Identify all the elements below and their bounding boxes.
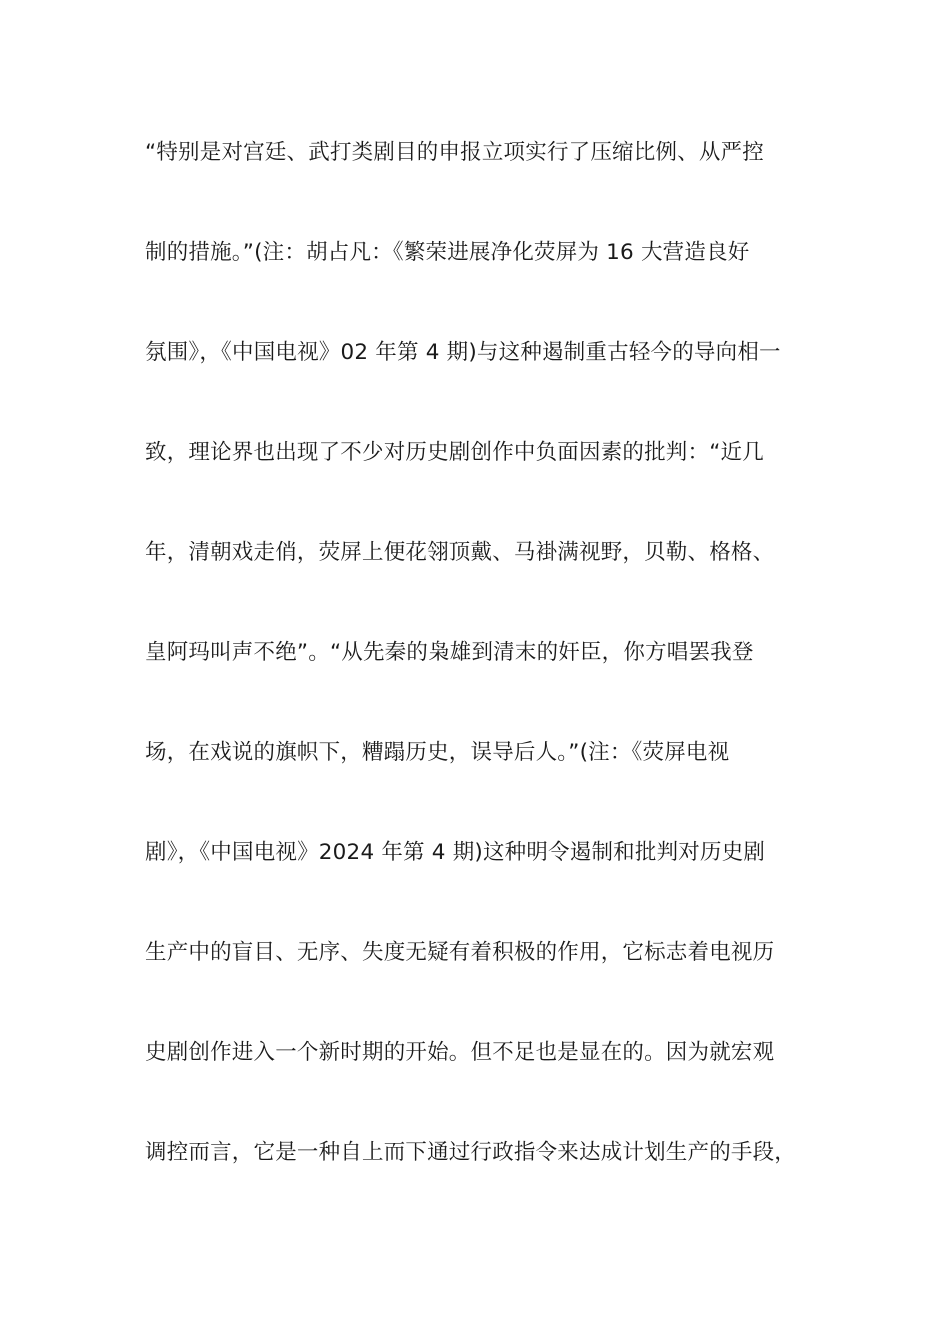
text-line: 致，理论界也出现了不少对历史剧创作中负面因素的批判：“近几: [145, 440, 764, 465]
text-line: 场，在戏说的旗帜下，糟蹋历史，误导后人。”(注：《荧屏电视: [145, 740, 730, 765]
text-line: 史剧创作进入一个新时期的开始。但不足也是显在的。因为就宏观: [145, 1040, 775, 1065]
text-line: 生产中的盲目、无序、失度无疑有着积极的作用，它标志着电视历: [145, 940, 775, 965]
text-line: 剧》，《中国电视》2024 年第 4 期)这种明令遏制和批判对历史剧: [145, 840, 766, 865]
text-line: 年，清朝戏走俏，荧屏上便花翎顶戴、马褂满视野，贝勒、格格、: [145, 540, 775, 565]
text-line: 调控而言，它是一种自上而下通过行政指令来达成计划生产的手段，: [145, 1140, 797, 1165]
text-line: 制的措施。”(注：胡占凡：《繁荣进展净化荧屏为 16 大营造良好: [145, 240, 750, 265]
body-paragraph: [145, 127, 810, 1227]
text-line: 皇阿玛叫声不绝”。“从先秦的枭雄到清末的奸臣，你方唱罢我登: [145, 640, 754, 665]
text-line: 氛围》，《中国电视》02 年第 4 期)与这种遏制重古轻今的导向相一: [145, 340, 781, 365]
text-line: “特别是对宫廷、武打类剧目的申报立项实行了压缩比例、从严控: [145, 140, 764, 165]
